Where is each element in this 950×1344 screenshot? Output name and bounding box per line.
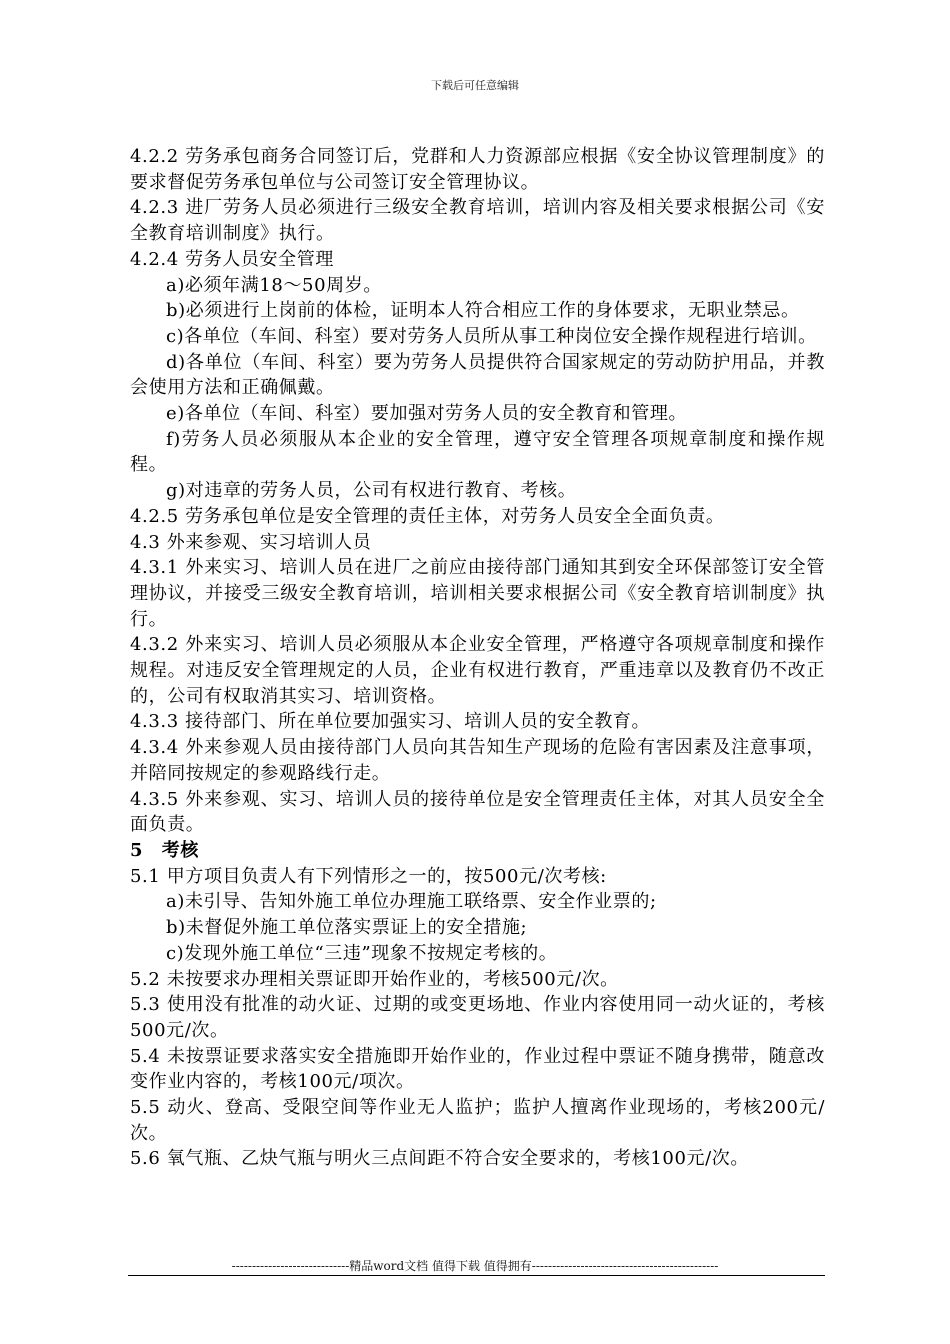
footer-divider [128, 1275, 825, 1276]
list-item: e)各单位（车间、科室）要加强对劳务人员的安全教育和管理。 [166, 403, 688, 425]
paragraph: 4.2.5 劳务承包单位是安全管理的责任主体，对劳务人员安全全面负责。 [130, 505, 725, 527]
list-item: d)各单位（车间、科室）要为劳务人员提供符合国家规定的劳动防护用品，并教会使用方法和正确佩戴。 [130, 351, 825, 399]
list-item: a)必须年满18～50周岁。 [166, 274, 382, 296]
list-item: b)未督促外施工单位落实票证上的安全措施; [166, 917, 528, 939]
list-item: c)各单位（车间、科室）要对劳务人员所从事工种岗位安全操作规程进行培训。 [166, 325, 817, 347]
paragraph: 5.1 甲方项目负责人有下列情形之一的，按500元/次考核: [130, 865, 607, 887]
chapter-heading: 5 考核 [130, 839, 199, 861]
paragraph: 5.3 使用没有批准的动火证、过期的或变更场地、作业内容使用同一动火证的，考核500元/次。 [130, 994, 825, 1041]
paragraph: 5.5 动火、登高、受限空间等作业无人监护；监护人擅离作业现场的，考核200元/次。 [130, 1097, 825, 1144]
paragraph: 4.3.2 外来实习、培训人员必须服从本企业安全管理，严格遵守各项规章制度和操作规程。对违反安全管理规定的人员，企业有权进行教育，严重违章以及教育仍不改正的，公司有权取消其实习、培训资格。 [130, 634, 825, 707]
list-item: f)劳务人员必须服从本企业的安全管理，遵守安全管理各项规章制度和操作规程。 [130, 428, 825, 476]
paragraph: 5.4 未按票证要求落实安全措施即开始作业的，作业过程中票证不随身携带，随意改变作业内容的，考核100元/项次。 [130, 1045, 825, 1093]
paragraph: 4.3.1 外来实习、培训人员在进厂之前应由接待部门通知其到安全环保部签订安全管理协议，并接受三级安全教育培训，培训相关要求根据公司《安全教育培训制度》执行。 [130, 557, 825, 630]
list-item: g)对违章的劳务人员，公司有权进行教育、考核。 [166, 480, 577, 502]
document-body [130, 144, 825, 1172]
paragraph: 4.3.3 接待部门、所在单位要加强实习、培训人员的安全教育。 [130, 711, 651, 733]
section-heading: 4.3 外来参观、实习培训人员 [130, 531, 372, 553]
page-header-note: 下载后可任意编辑 [431, 79, 519, 92]
paragraph: 4.2.4 劳务人员安全管理 [130, 248, 334, 270]
page-footer-note: -----------------------------精品word文档 值得下载 值得拥有---------------------------------------------- [231, 1259, 719, 1273]
paragraph: 4.3.5 外来参观、实习、培训人员的接待单位是安全管理责任主体，对其人员安全全面负责。 [130, 788, 825, 836]
paragraph: 5.6 氧气瓶、乙炔气瓶与明火三点间距不符合安全要求的，考核100元/次。 [130, 1148, 749, 1170]
list-item: c)发现外施工单位“三违”现象不按规定考核的。 [166, 942, 558, 964]
paragraph: 5.2 未按要求办理相关票证即开始作业的，考核500元/次。 [130, 968, 619, 990]
paragraph: 4.2.3 进厂劳务人员必须进行三级安全教育培训，培训内容及相关要求根据公司《安全教育培训制度》执行。 [130, 197, 825, 245]
list-item: a)未引导、告知外施工单位办理施工联络票、安全作业票的; [166, 891, 657, 913]
paragraph: 4.3.4 外来参观人员由接待部门人员向其告知生产现场的危险有害因素及注意事项，并陪同按规定的参观路线行走。 [130, 737, 825, 784]
list-item: b)必须进行上岗前的体检，证明本人符合相应工作的身体要求，无职业禁忌。 [166, 300, 800, 322]
paragraph: 4.2.2 劳务承包商务合同签订后，党群和人力资源部应根据《安全协议管理制度》的要求督促劳务承包单位与公司签订安全管理协议。 [130, 146, 825, 193]
